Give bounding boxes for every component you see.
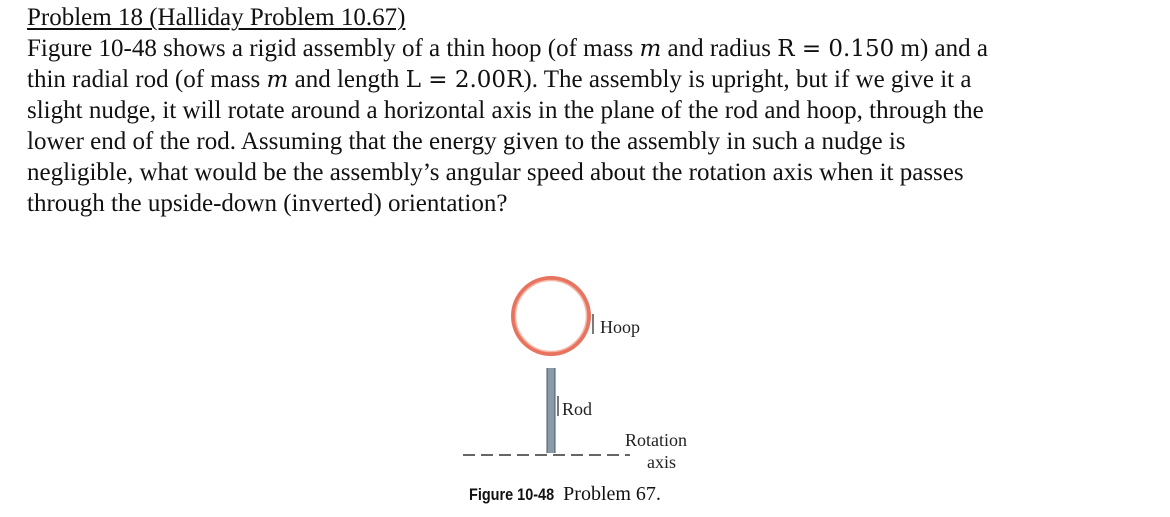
figure-caption <box>469 483 661 506</box>
rotation-axis-label-line2: axis <box>647 452 676 472</box>
text-segment: m) and a <box>894 35 988 62</box>
math-radius: R = 0.150 <box>777 36 895 62</box>
figure-caption-text: Problem 67. <box>563 483 661 505</box>
rod <box>547 368 555 453</box>
problem-line-6: through the upside-down (inverted) orientation? <box>27 190 508 217</box>
hoop-inner <box>516 281 587 352</box>
text-segment: and length <box>288 66 406 93</box>
hoop-outer <box>513 278 589 354</box>
rod-label: Rod <box>562 399 593 419</box>
text-segment: thin radial rod (of mass <box>27 66 267 93</box>
figure-caption-number: Figure 10-48 <box>469 485 555 504</box>
rotation-axis-label-line1: Rotation <box>625 430 687 450</box>
hoop-label: Hoop <box>600 317 640 337</box>
math-mass: m <box>266 67 289 93</box>
problem-line-5: negligible, what would be the assembly’s angular speed about the rotation axis when it passes <box>27 159 964 186</box>
figure-10-48 <box>455 270 755 515</box>
problem-statement <box>27 33 1147 219</box>
figure-drawing <box>455 270 755 480</box>
math-length: L = 2.00R <box>405 67 524 93</box>
math-mass: m <box>639 36 662 62</box>
text-segment: Figure 10-48 shows a rigid assembly of a thin hoop (of mass <box>27 35 640 62</box>
problem-line-4: lower end of the rod. Assuming that the energy given to the assembly in such a nudge is <box>27 128 906 155</box>
problem-line-1 <box>27 33 1147 64</box>
problem-title: Problem 18 (Halliday Problem 10.67) <box>27 4 406 31</box>
text-segment: and radius <box>661 35 778 62</box>
text-segment: ). The assembly is upright, but if we give it a <box>523 66 972 93</box>
problem-line-3: slight nudge, it will rotate around a horizontal axis in the plane of the rod and hoop, through the <box>27 97 984 124</box>
problem-line-2 <box>27 64 1147 95</box>
